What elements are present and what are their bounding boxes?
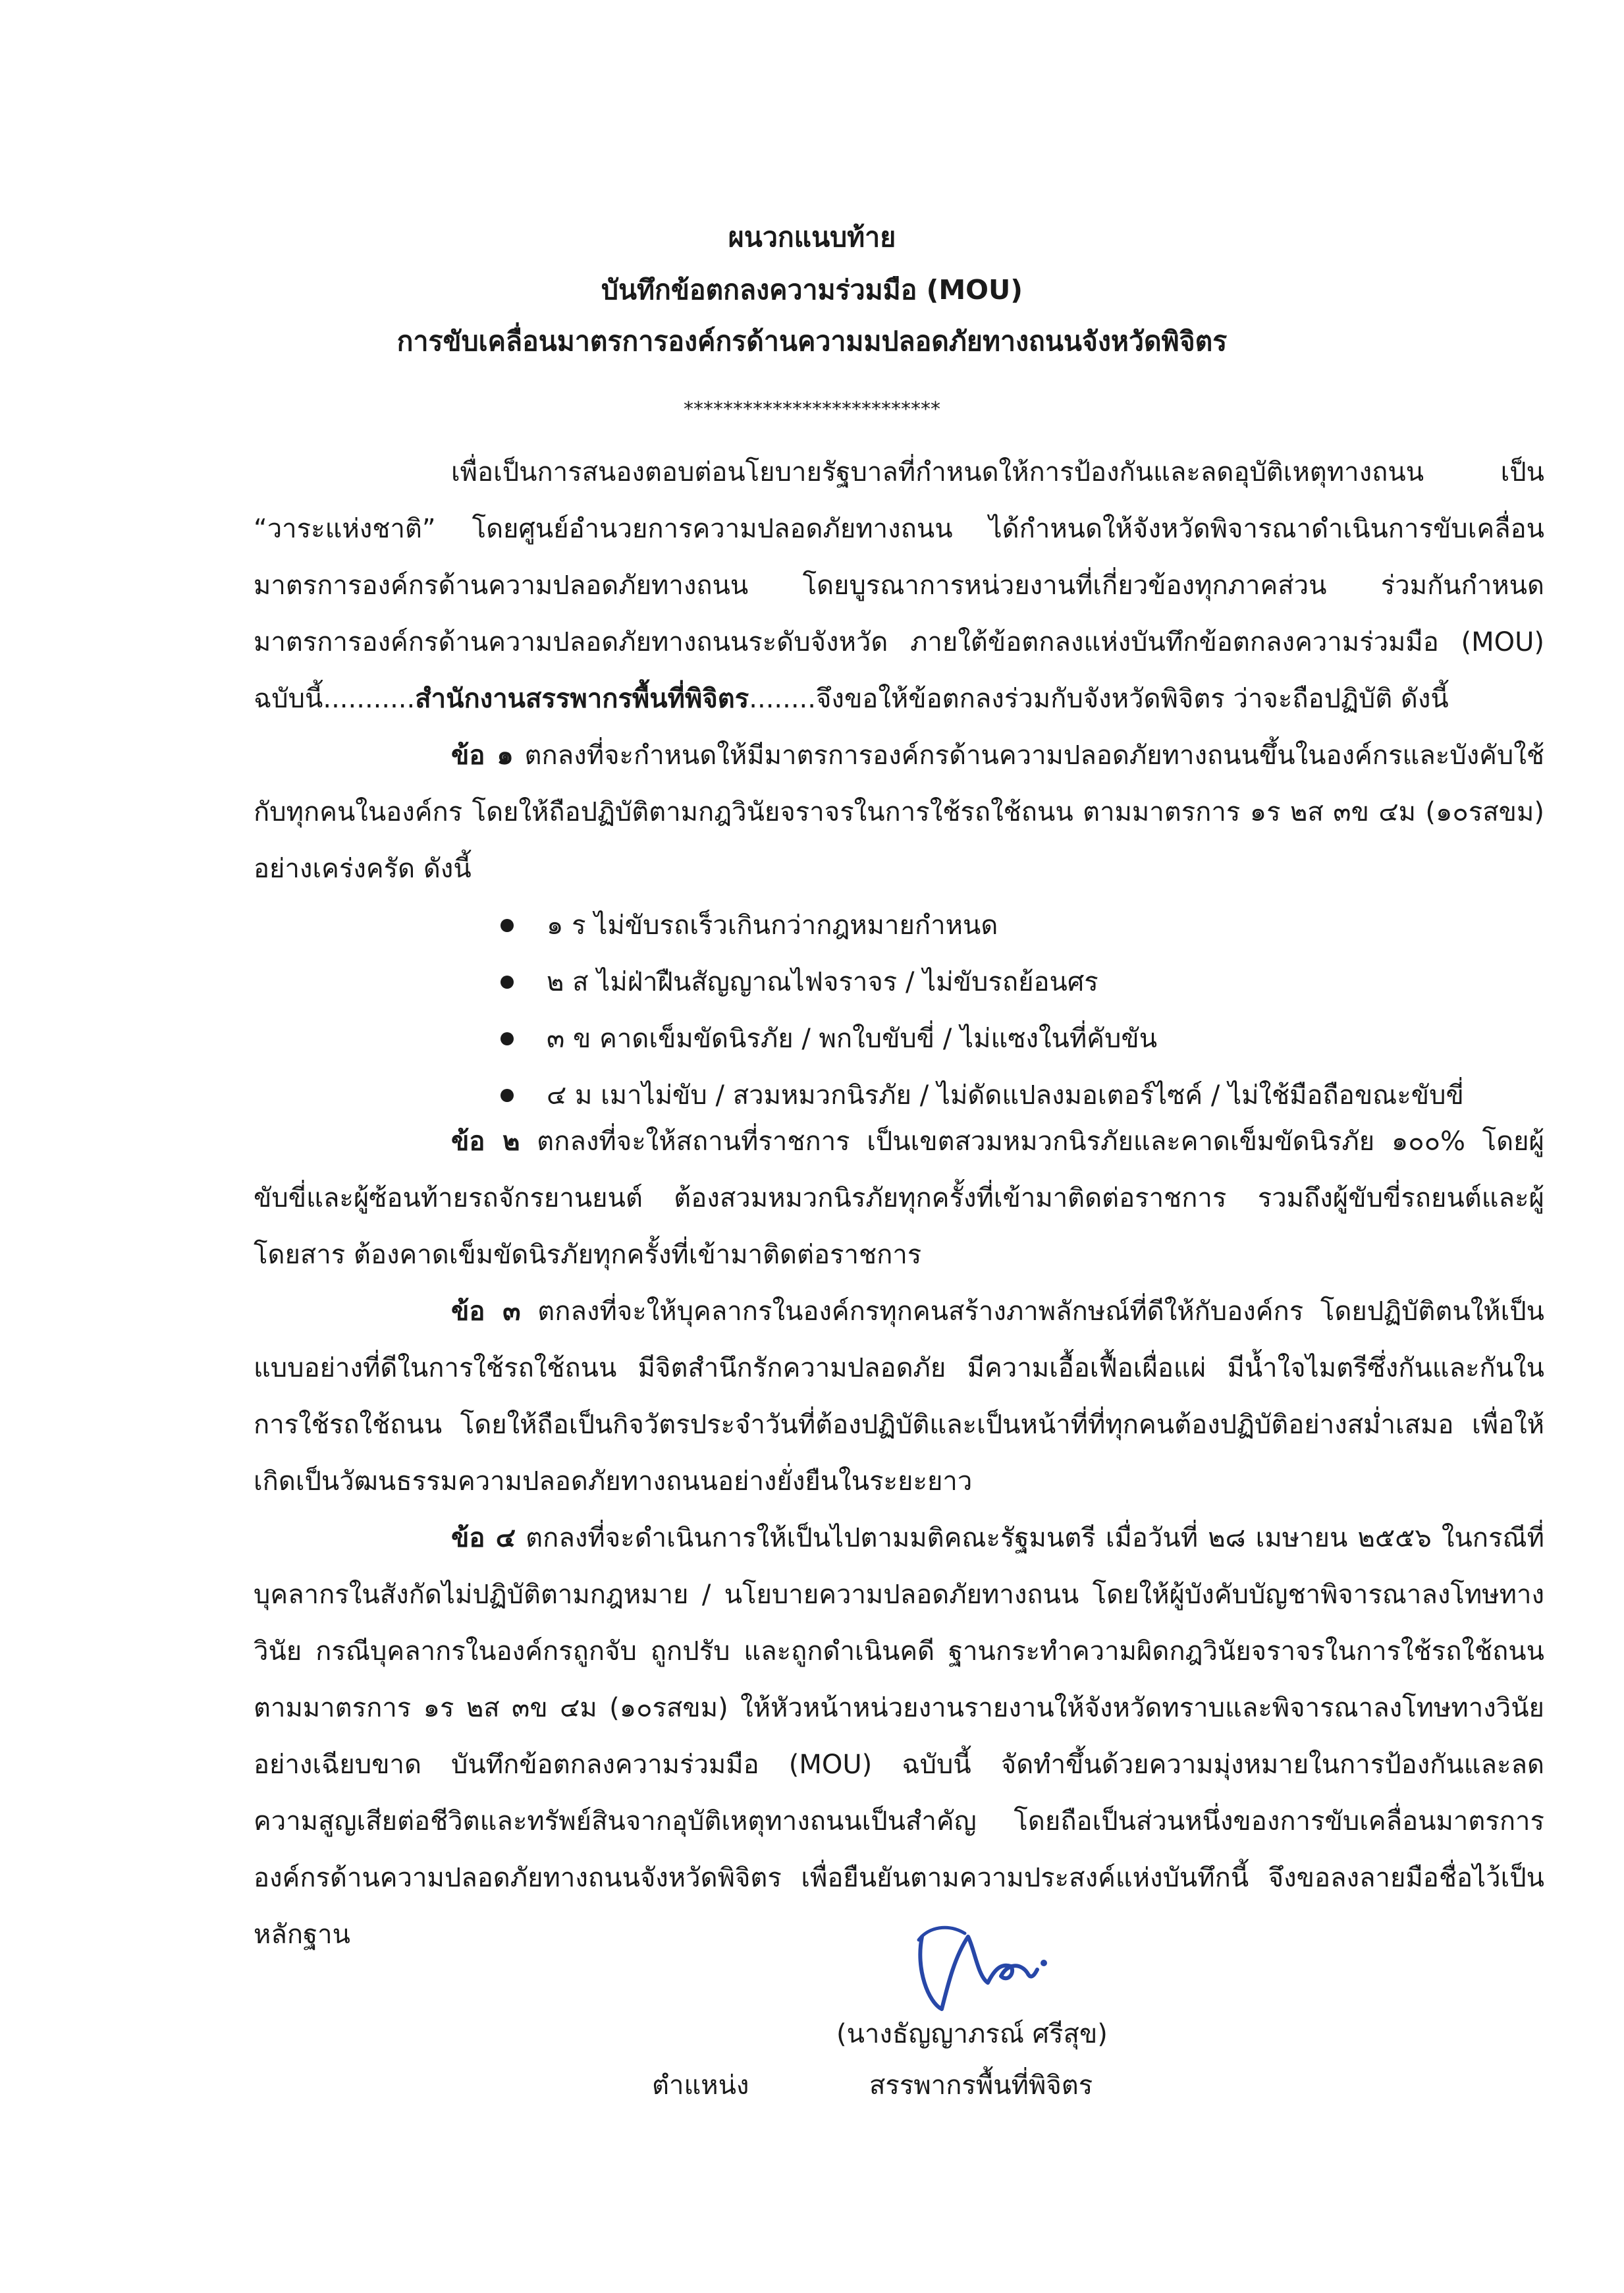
- clause-1: [254, 727, 1544, 897]
- closing-paragraph: บันทึกข้อตกลงความร่วมมือ (MOU) ฉบับนี้ จัดทำขึ้นด้วยความมุ่งหมายในการป้องกันและลดความสูญเสียต่อชีวิตและทรัพย์สินจากอุบัติเหตุทางถนนเป็นสำคัญ โดยถือเป็นส่วนหนึ่งของการขับเคลื่อนมาตรการองค์กรด้านความปลอดภัยทางถนนจังหวัดพิจิตร เพื่อยืนยันตามความประสงค์แห่งบันทึกนี้ จึงขอลงลายมือชื่อไว้เป็นหลักฐาน: [254, 1750, 1544, 1950]
- signature-image: [902, 1910, 1060, 2016]
- mou-title: บันทึกข้อตกลงความร่วมมือ (MOU): [601, 274, 1023, 306]
- list-item: [501, 1010, 1554, 1067]
- list-item: [501, 897, 1554, 954]
- rule-list: [501, 897, 1554, 1124]
- rule-item-text: ๑ ร ไม่ขับรถเร็วเกินกว่ากฎหมายกำหนด: [547, 910, 998, 941]
- clause-2-label: ข้อ ๒: [451, 1126, 520, 1157]
- rule-item-text: ๒ ส ไม่ฝ่าฝืนสัญญาณไฟจราจร / ไม่ขับรถย้อนศร: [547, 967, 1098, 997]
- intro-text-after: ........จึงขอให้ข้อตกลงร่วมกับจังหวัดพิจิตร ว่าจะถือปฏิบัติ ดังนี้: [749, 684, 1449, 714]
- clause-4-text: ตกลงที่จะดำเนินการให้เป็นไปตามมติคณะรัฐมนตรี เมื่อวันที่ ๒๘ เมษายน ๒๕๕๖ ในกรณีที่บุคลากรในสังกัดไม่ปฏิบัติตามกฎหมาย / นโยบายความปลอดภัยทางถนน โดยให้ผู้บังคับบัญชาพิจารณาลงโทษทางวินัย กรณีบุคลากรในองค์กรถูกจับ ถูกปรับ และถูกดำเนินคดี ฐานกระทำความผิดกฎวินัยจราจรในการใช้รถใช้ถนน ตามมาตรการ ๑ร ๒ส ๓ข ๔ม (๑๐รสขม) ให้หัวหน้าหน่วยงานรายงานให้จังหวัดทราบและพิจารณาลงโทษทางวินัยอย่างเฉียบขาด: [254, 1523, 1544, 1780]
- separator: **************************: [684, 398, 940, 421]
- bullet-icon: [501, 1032, 514, 1045]
- organization-name: สำนักงานสรรพากรพื้นที่พิจิตร: [415, 684, 749, 714]
- bullet-icon: [501, 1089, 514, 1102]
- clause-3-text: ตกลงที่จะให้บุคลากรในองค์กรทุกคนสร้างภาพลักษณ์ที่ดีให้กับองค์กร โดยปฏิบัติตนให้เป็นแบบอย่างที่ดีในการใช้รถใช้ถนน มีจิตสำนึกรักความปลอดภัย มีความเอื้อเฟื้อเผื่อแผ่ มีน้ำใจไมตรีซึ่งกันและกันในการใช้รถใช้ถนน โดยให้ถือเป็นกิจวัตรประจำวันที่ต้องปฏิบัติและเป็นหน้าที่ที่ทุกคนต้องปฏิบัติอย่างสม่ำเสมอ เพื่อให้เกิดเป็นวัฒนธรรมความปลอดภัยทางถนนอย่างยั่งยืนในระยะยาว: [254, 1296, 1544, 1497]
- rule-item-text: ๓ ข คาดเข็มขัดนิรภัย / พกใบขับขี่ / ไม่แซงในที่คับขัน: [547, 1024, 1158, 1054]
- clause-2-text: ตกลงที่จะให้สถานที่ราชการ เป็นเขตสวมหมวกนิรภัยและคาดเข็มขัดนิรภัย ๑๐๐% โดยผู้ขับขี่และผู้ซ้อนท้ายรถจักรยานยนต์ ต้องสวมหมวกนิรภัยทุกครั้งที่เข้ามาติดต่อราชการ รวมถึงผู้ขับขี่รถยนต์และผู้โดยสาร ต้องคาดเข็มขัดนิรภัยทุกครั้งที่เข้ามาติดต่อราชการ: [254, 1126, 1544, 1270]
- position-label: ตำแหน่ง: [652, 2070, 749, 2101]
- bullet-icon: [501, 976, 514, 989]
- project-title: การขับเคลื่อนมาตรการองค์กรด้านความมปลอดภัยทางถนนจังหวัดพิจิตร: [396, 325, 1228, 357]
- bullet-icon: [501, 919, 514, 932]
- clause-2: [254, 1113, 1544, 1283]
- clause-3: [254, 1283, 1544, 1510]
- rule-item-text: ๔ ม เมาไม่ขับ / สวมหมวกนิรภัย / ไม่ดัดแปลงมอเตอร์ไซค์ / ไม่ใช้มือถือขณะขับขี่: [547, 1080, 1464, 1111]
- clause-3-label: ข้อ ๓: [451, 1296, 521, 1327]
- intro-text-before: เพื่อเป็นการสนองตอบต่อนโยบายรัฐบาลที่กำหนดให้การป้องกันและลดอุบัติเหตุทางถนน เป็น “วาระแห่งชาติ” โดยศูนย์อำนวยการความปลอดภัยทางถนน ได้กำหนดให้จังหวัดพิจารณาดำเนินการขับเคลื่อนมาตรการองค์กรด้านความปลอดภัยทางถนน โดยบูรณาการหน่วยงานที่เกี่ยวข้องทุกภาคส่วน ร่วมกันกำหนดมาตรการองค์กรด้านความปลอดภัยทางถนนระดับจังหวัด ภายใต้ข้อตกลงแห่งบันทึกข้อตกลงความร่วมมือ (MOU) ฉบับนี้...........: [254, 457, 1544, 714]
- signatory-position: สรรพากรพื้นที่พิจิตร: [869, 2070, 1093, 2101]
- signatory-name: (นางธัญญาภรณ์ ศรีสุข): [836, 2019, 1108, 2049]
- clause-4-label: ข้อ ๔: [451, 1523, 516, 1553]
- clause-1-label: ข้อ ๑: [451, 740, 514, 771]
- list-item: [501, 954, 1554, 1010]
- clause-1-text: ตกลงที่จะกำหนดให้มีมาตรการองค์กรด้านความปลอดภัยทางถนนขึ้นในองค์กรและบังคับใช้กับทุกคนในองค์กร โดยให้ถือปฏิบัติตามกฎวินัยจราจรในการใช้รถใช้ถนน ตามมาตรการ ๑ร ๒ส ๓ข ๔ม (๑๐รสขม) อย่างเคร่งครัด ดังนี้: [254, 740, 1544, 884]
- intro-paragraph: [254, 444, 1544, 727]
- attachment-heading: ผนวกแนบท้าย: [728, 221, 896, 253]
